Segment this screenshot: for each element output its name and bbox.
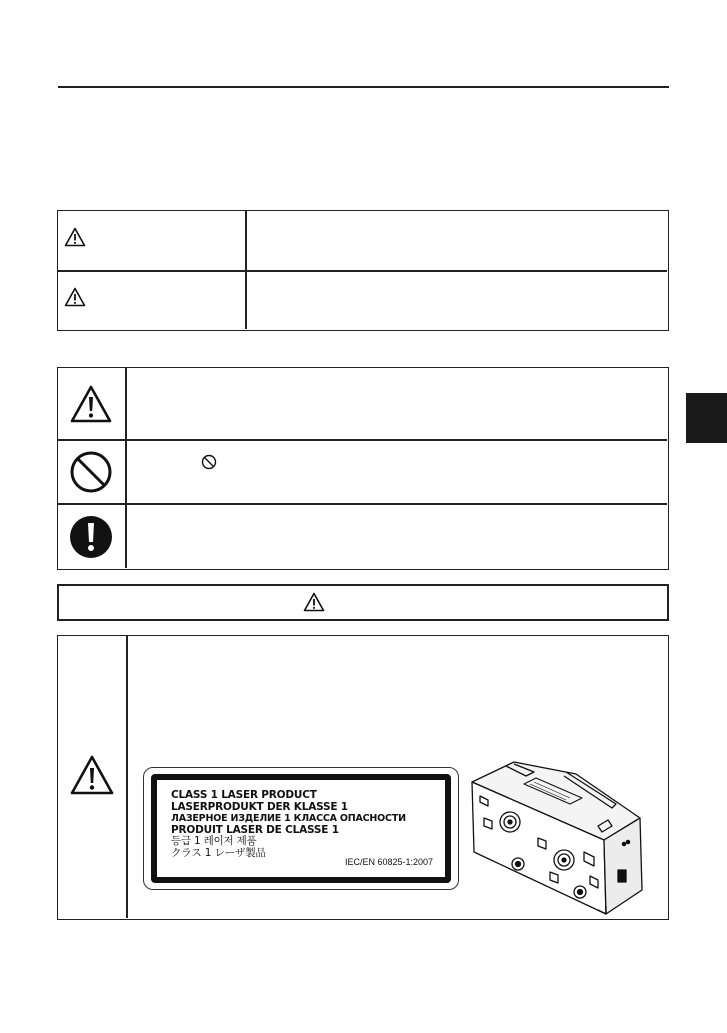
symbol-row-mandatory (58, 504, 125, 570)
symbol-row-prohibited (58, 440, 125, 503)
signal-row-caution (58, 271, 245, 330)
symbol-table (57, 367, 669, 570)
section-tab (686, 393, 727, 443)
top-rule (58, 86, 669, 88)
caution-triangle-icon (64, 287, 86, 307)
banner-warning-icon (303, 592, 325, 612)
signal-word-table (57, 210, 669, 331)
label-standard: IEC/EN 60825-1:2007 (344, 857, 433, 867)
label-line-ko: 등급 1 레이저 제품 (171, 835, 257, 847)
prohibited-icon (69, 450, 113, 494)
laser-warning-icon (69, 754, 115, 796)
signal-row-warning (58, 211, 245, 270)
mandatory-action-icon (69, 515, 113, 559)
label-line-de: LASERPRODUKT DER KLASSE 1 (171, 800, 348, 813)
general-caution-icon (69, 384, 113, 424)
label-line-ja: クラス 1 レーザ製品 (171, 846, 266, 859)
label-line-fr: PRODUIT LASER DE CLASSE 1 (171, 823, 339, 836)
laser-class-label (143, 767, 459, 890)
symbol-row-general (58, 368, 125, 439)
warning-triangle-icon (64, 227, 86, 247)
label-line-en: CLASS 1 LASER PRODUCT (171, 789, 317, 801)
device-illustration (466, 760, 646, 916)
warning-banner (57, 584, 669, 621)
prohibited-inline-icon (201, 454, 217, 470)
label-line-ru: ЛАЗЕРНОЕ ИЗДЕЛИЕ 1 КЛАССА ОПАСНОСТИ (171, 813, 406, 824)
